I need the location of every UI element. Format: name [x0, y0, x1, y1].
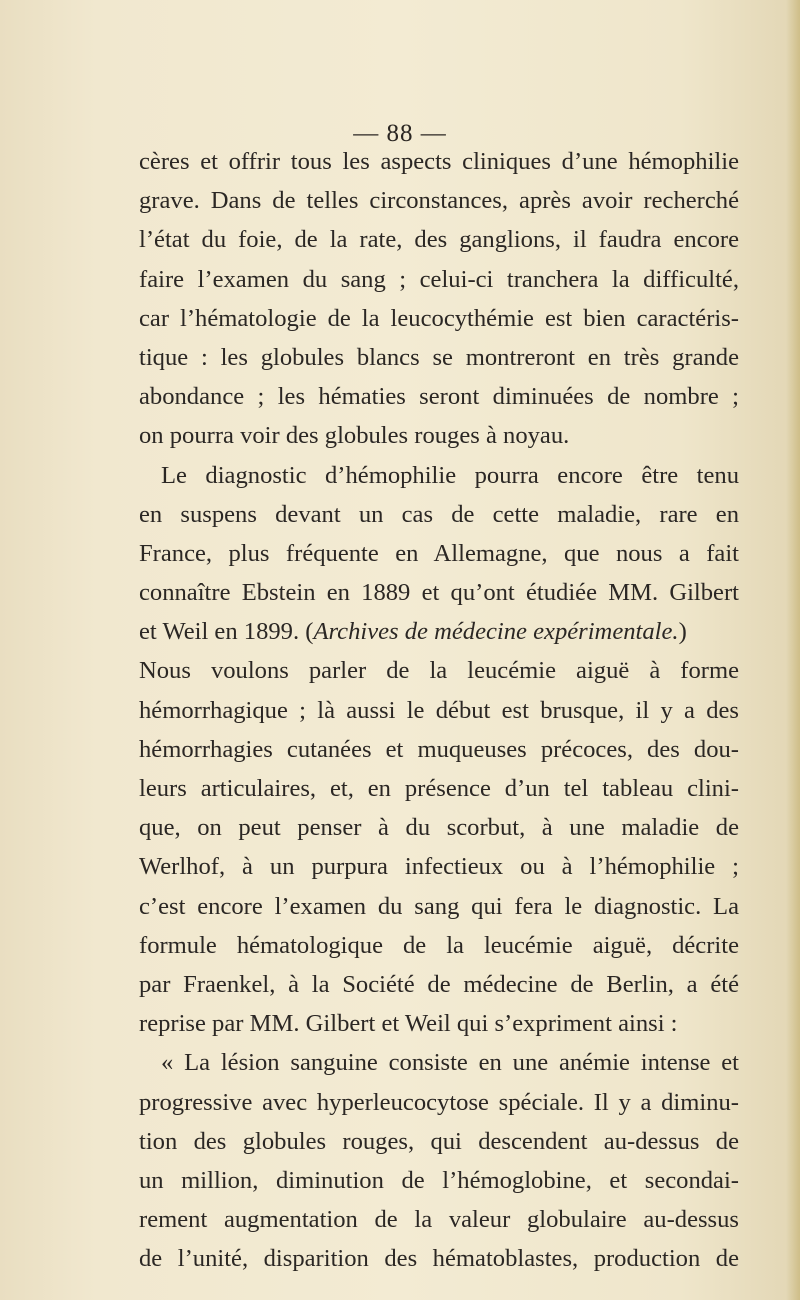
text-line: de l’unité, disparition des hématoblastes, production de — [139, 1245, 739, 1273]
citation-prefix: et Weil en 1899. ( — [139, 618, 314, 646]
citation-suffix: ) — [678, 618, 687, 646]
text-line: Werlhof, à un purpura infectieux ou à l’hémophilie ; — [139, 853, 739, 881]
text-line: en suspens devant un cas de cette maladie, rare en — [139, 500, 739, 528]
text-line: faire l’examen du sang ; celui-ci tranchera la difficulté, — [139, 265, 739, 293]
text-line: progressive avec hyperleucocytose spéciale. Il y a diminu- — [139, 1088, 739, 1116]
page-number: — 88 — — [353, 120, 447, 147]
text-line: par Fraenkel, à la Société de médecine de Berlin, a été — [139, 970, 739, 998]
text-line: l’état du foie, de la rate, des ganglions, il faudra encore — [139, 226, 739, 254]
body-text — [139, 142, 739, 1278]
text-line: hémorrhagies cutanées et muqueuses précoces, des dou- — [139, 735, 739, 763]
text-line: hémorrhagique ; là aussi le début est brusque, il y a des — [139, 696, 739, 724]
text-line: leurs articulaires, et, en présence d’un tel tableau clini- — [139, 775, 739, 802]
text-line: car l’hématologie de la leucocythémie est bien caractéris- — [139, 304, 739, 332]
paragraph-start-line: Nous voulons parler de la leucémie aiguë à forme — [139, 657, 739, 685]
text-line: formule hématologique de la leucémie aiguë, décrite — [139, 931, 739, 959]
text-line: tion des globules rouges, qui descendent au-dessus de — [139, 1127, 739, 1155]
quotation-start-line: « La lésion sanguine consiste en une anémie intense et — [161, 1049, 739, 1077]
text-line: cères et offrir tous les aspects cliniques d’une hémophilie — [139, 148, 739, 175]
text-line: reprise par MM. Gilbert et Weil qui s’expriment ainsi : — [139, 1010, 678, 1038]
text-line: c’est encore l’examen du sang qui fera le diagnostic. La — [139, 892, 739, 920]
text-line: France, plus fréquente en Allemagne, que nous a fait — [139, 539, 739, 567]
text-line: tique : les globules blancs se montreront en très grande — [139, 343, 739, 371]
text-line: rement augmentation de la valeur globulaire au-dessus — [139, 1206, 739, 1234]
text-line: un million, diminution de l’hémoglobine, et secondai- — [139, 1166, 739, 1194]
citation-title: Archives de médecine expérimentale. — [313, 618, 679, 646]
text-line: on pourra voir des globules rouges à noyau. — [139, 422, 570, 450]
paragraph-start-line: Le diagnostic d’hémophilie pourra encore être tenu — [161, 461, 739, 489]
text-line: grave. Dans de telles circonstances, après avoir recherché — [139, 187, 739, 215]
text-line-citation — [139, 612, 739, 651]
text-line: que, on peut penser à du scorbut, à une maladie de — [139, 814, 739, 842]
page-edge-shadow — [786, 0, 800, 1300]
text-line: abondance ; les hématies seront diminuées de nombre ; — [139, 383, 739, 411]
text-line: connaître Ebstein en 1889 et qu’ont étudiée MM. Gilbert — [139, 579, 739, 607]
